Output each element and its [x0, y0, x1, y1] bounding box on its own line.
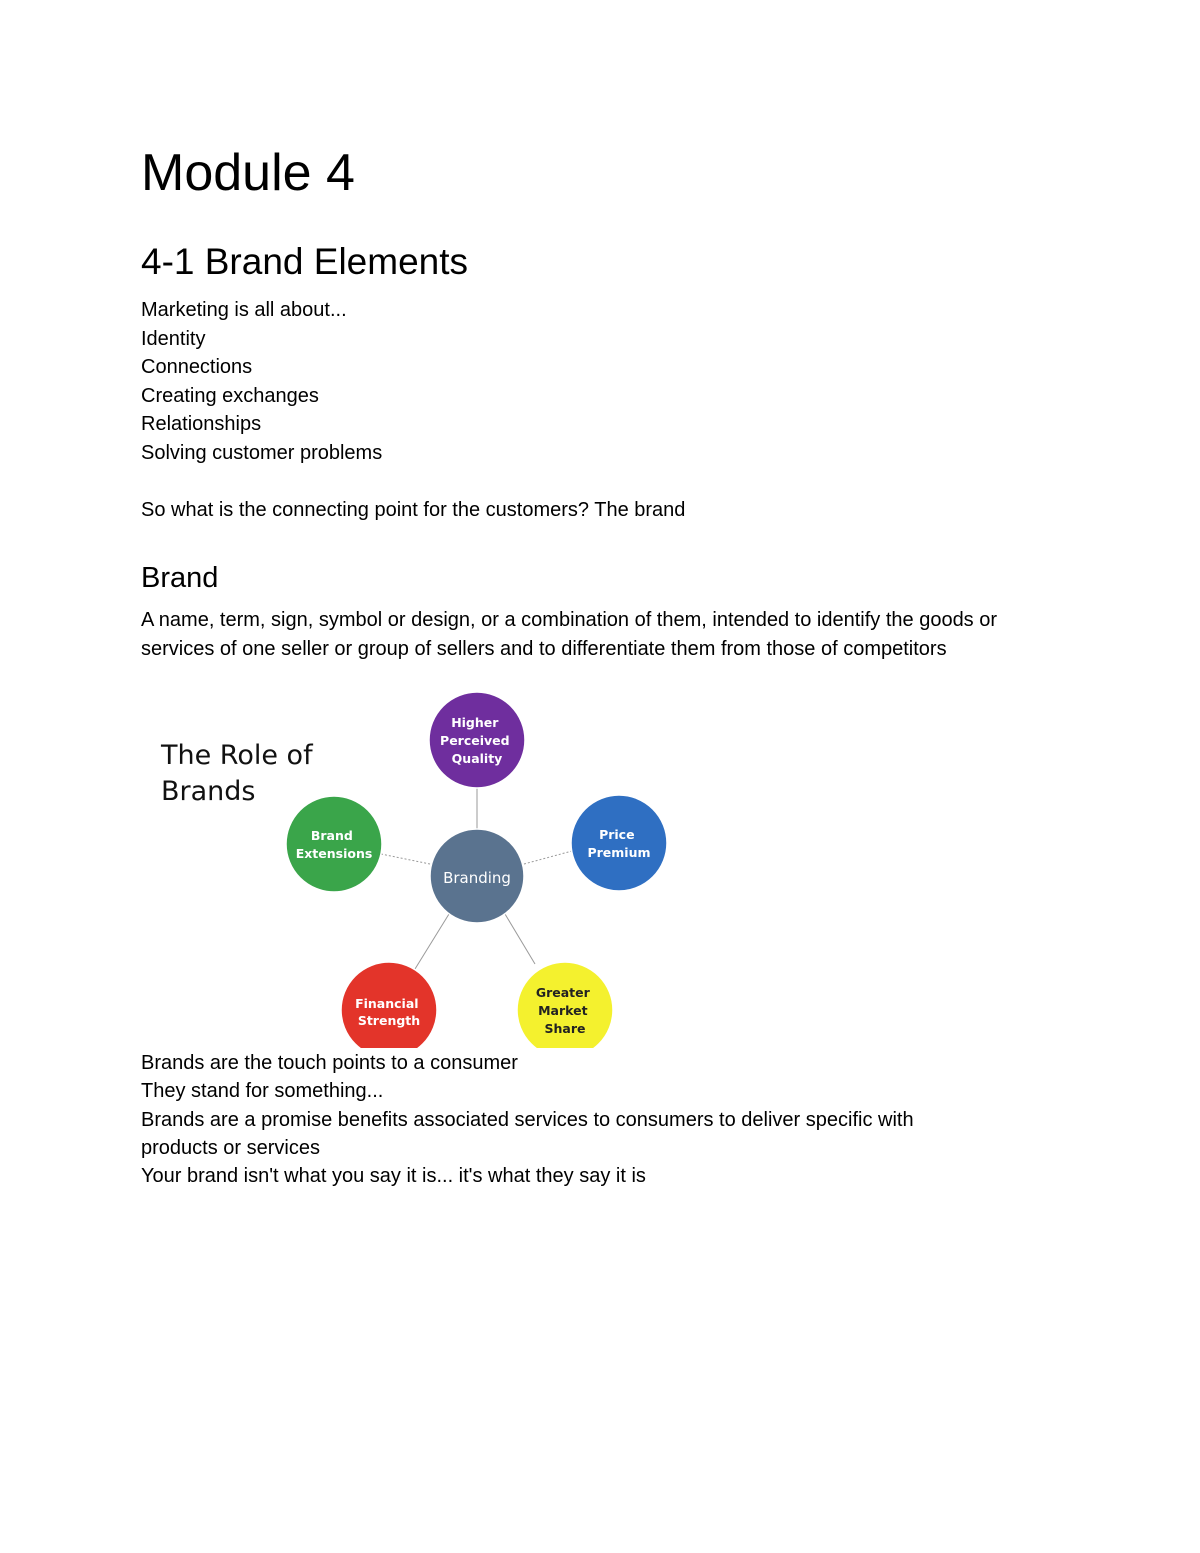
intro-line: Connections [141, 356, 253, 378]
intro-line: Relationships [141, 413, 262, 435]
brand-definition: A name, term, sign, symbol or design, or a combination of them, intended to identify the goods or services of one seller or group of sellers and to differentiate them from those of competitors [141, 609, 998, 660]
closing-lines [141, 1049, 1051, 1190]
branding-center-label: Branding [443, 869, 511, 887]
closing-line: products or services [141, 1136, 320, 1159]
page-title: Module 4 [141, 144, 355, 202]
section-heading: 4-1 Brand Elements [141, 241, 469, 282]
connector-line [524, 851, 572, 864]
role-of-brands-diagram [141, 688, 701, 1048]
closing-line: Brands are the touch points to a consumer [141, 1052, 518, 1074]
intro-line: Marketing is all about... [141, 299, 347, 321]
brand-extensions-label: Brand Extensions [295, 828, 373, 861]
intro-line: Creating exchanges [141, 384, 319, 407]
financial-strength-label: Financial Strength [355, 996, 421, 1028]
connector-line [505, 914, 535, 964]
higher-perceived-quality-label: Higher Perceived Quality [440, 715, 510, 766]
intro-list [141, 296, 685, 524]
intro-line: Solving customer problems [141, 441, 383, 464]
connector-line [415, 914, 449, 969]
closing-line: Brands are a promise benefits associated services to consumers to deliver specific with [141, 1108, 914, 1131]
greater-market-share-label: Greater Market Share [535, 985, 590, 1036]
intro-line: Identity [141, 327, 206, 350]
spacer-line [141, 467, 685, 496]
connector-line [381, 854, 430, 864]
diagram-title-line-1: The Role of [161, 740, 313, 771]
question-line: So what is the connecting point for the customers? The brand [141, 498, 686, 521]
diagram-title-line-2: Brands [161, 776, 256, 807]
price-premium-circle [571, 795, 667, 891]
price-premium-label: Price Premium [587, 827, 651, 860]
brand-heading: Brand [141, 562, 219, 594]
closing-line: Your brand isn't what you say it is... it's what they say it is [141, 1165, 646, 1188]
brand-extensions-circle [286, 796, 382, 892]
closing-line: They stand for something... [141, 1080, 384, 1103]
